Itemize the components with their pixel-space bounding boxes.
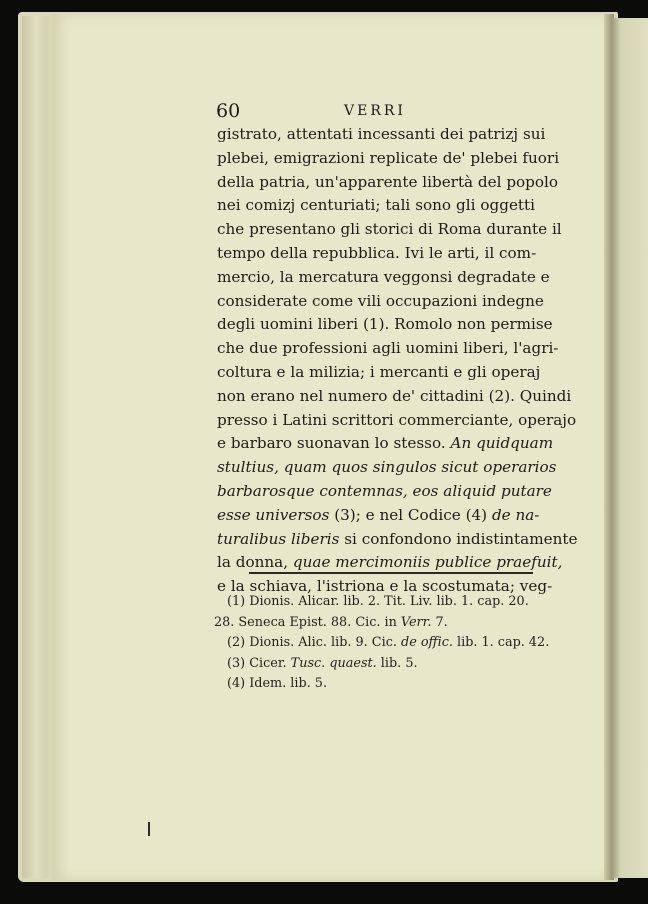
text-line: [217, 456, 557, 480]
footnote-2: [227, 633, 550, 654]
text-line: che presentano gli storici di Roma durante il: [217, 220, 562, 239]
text-line: [217, 432, 554, 456]
text-run: e barbaro suonavan lo stesso.: [217, 434, 451, 453]
text-line: presso i Latini scrittori commerciante, operajo: [217, 410, 577, 429]
text-line: della patria, un'apparente libertà del popolo: [217, 172, 559, 191]
text-line: [217, 480, 552, 504]
text-line: degli uomini liberi (1). Romolo non permise: [217, 315, 553, 334]
page-number: 60: [216, 100, 241, 122]
footnote-4: (4) Idem. lib. 5.: [227, 676, 328, 691]
work-title: Verr.: [400, 614, 432, 630]
footnote-rule: [249, 572, 533, 574]
latin-title: turalibus liberis: [217, 529, 340, 548]
latin-title: de na-: [491, 505, 540, 524]
text-run: (2) Dionis. Alic. lib. 9. Cic.: [227, 635, 401, 650]
text-run: la donna,: [217, 553, 293, 572]
footnote-1-continued: [214, 613, 539, 634]
text-run: si confondono indistintamente: [339, 529, 578, 548]
latin-quote: stultius, quam quos singulos sicut operarios: [217, 458, 557, 477]
work-title: Tusc. quaest.: [290, 655, 377, 671]
text-line: mercio, la mercatura veggonsi degradate e: [217, 267, 550, 286]
text-line: [217, 528, 578, 552]
latin-quote: barbarosque contemnas, eos aliquid putare: [217, 481, 552, 500]
latin-quote: esse universos: [217, 505, 330, 524]
text-line: tempo della repubblica. Ivi le arti, il com-: [217, 243, 537, 262]
text-line: e la schiava, l'istriona e la scostumata; veg-: [217, 577, 553, 596]
margin-mark: [148, 822, 150, 836]
footnotes: [214, 592, 550, 695]
work-title: de offic.: [401, 635, 453, 650]
main-text: [217, 123, 578, 599]
text-run: lib. 1. cap. 42.: [452, 635, 550, 650]
text-line: coltura e la milizia; i mercanti e gli operaj: [217, 362, 541, 381]
text-line: gistrato, attentati incessanti dei patrizj sui: [217, 125, 546, 143]
text-line: nei comizj centuriati; tali sono gli oggetti: [217, 196, 535, 215]
text-run: (3); e nel Codice (4): [329, 505, 492, 524]
running-title: VERRI: [344, 103, 406, 119]
text-run: 28. Seneca Epist. 88. Cic. in: [214, 614, 401, 630]
text-run: 7.: [431, 614, 448, 630]
facing-page: [612, 18, 648, 878]
footnote-3: [227, 654, 539, 675]
footnote-1: (1) Dionis. Alicar. lib. 2. Tit. Liv. lib. 1. cap. 20.: [227, 594, 529, 609]
text-line: considerate come vili occupazioni indegne: [217, 291, 544, 310]
latin-quote: An quidquam: [450, 434, 554, 453]
text-line: plebei, emigrazioni replicate de' plebei fuori: [217, 148, 560, 167]
latin-quote: quae mercimoniis publice praefuit,: [292, 553, 563, 572]
text-line: [217, 504, 540, 528]
text-line: non erano nel numero de' cittadini (2). Quindi: [217, 386, 572, 405]
running-head: [216, 100, 536, 124]
text-run: lib. 5.: [376, 655, 418, 671]
text-line: che due professioni agli uomini liberi, l'agri-: [217, 339, 559, 358]
text-run: (3) Cicer.: [227, 655, 291, 671]
